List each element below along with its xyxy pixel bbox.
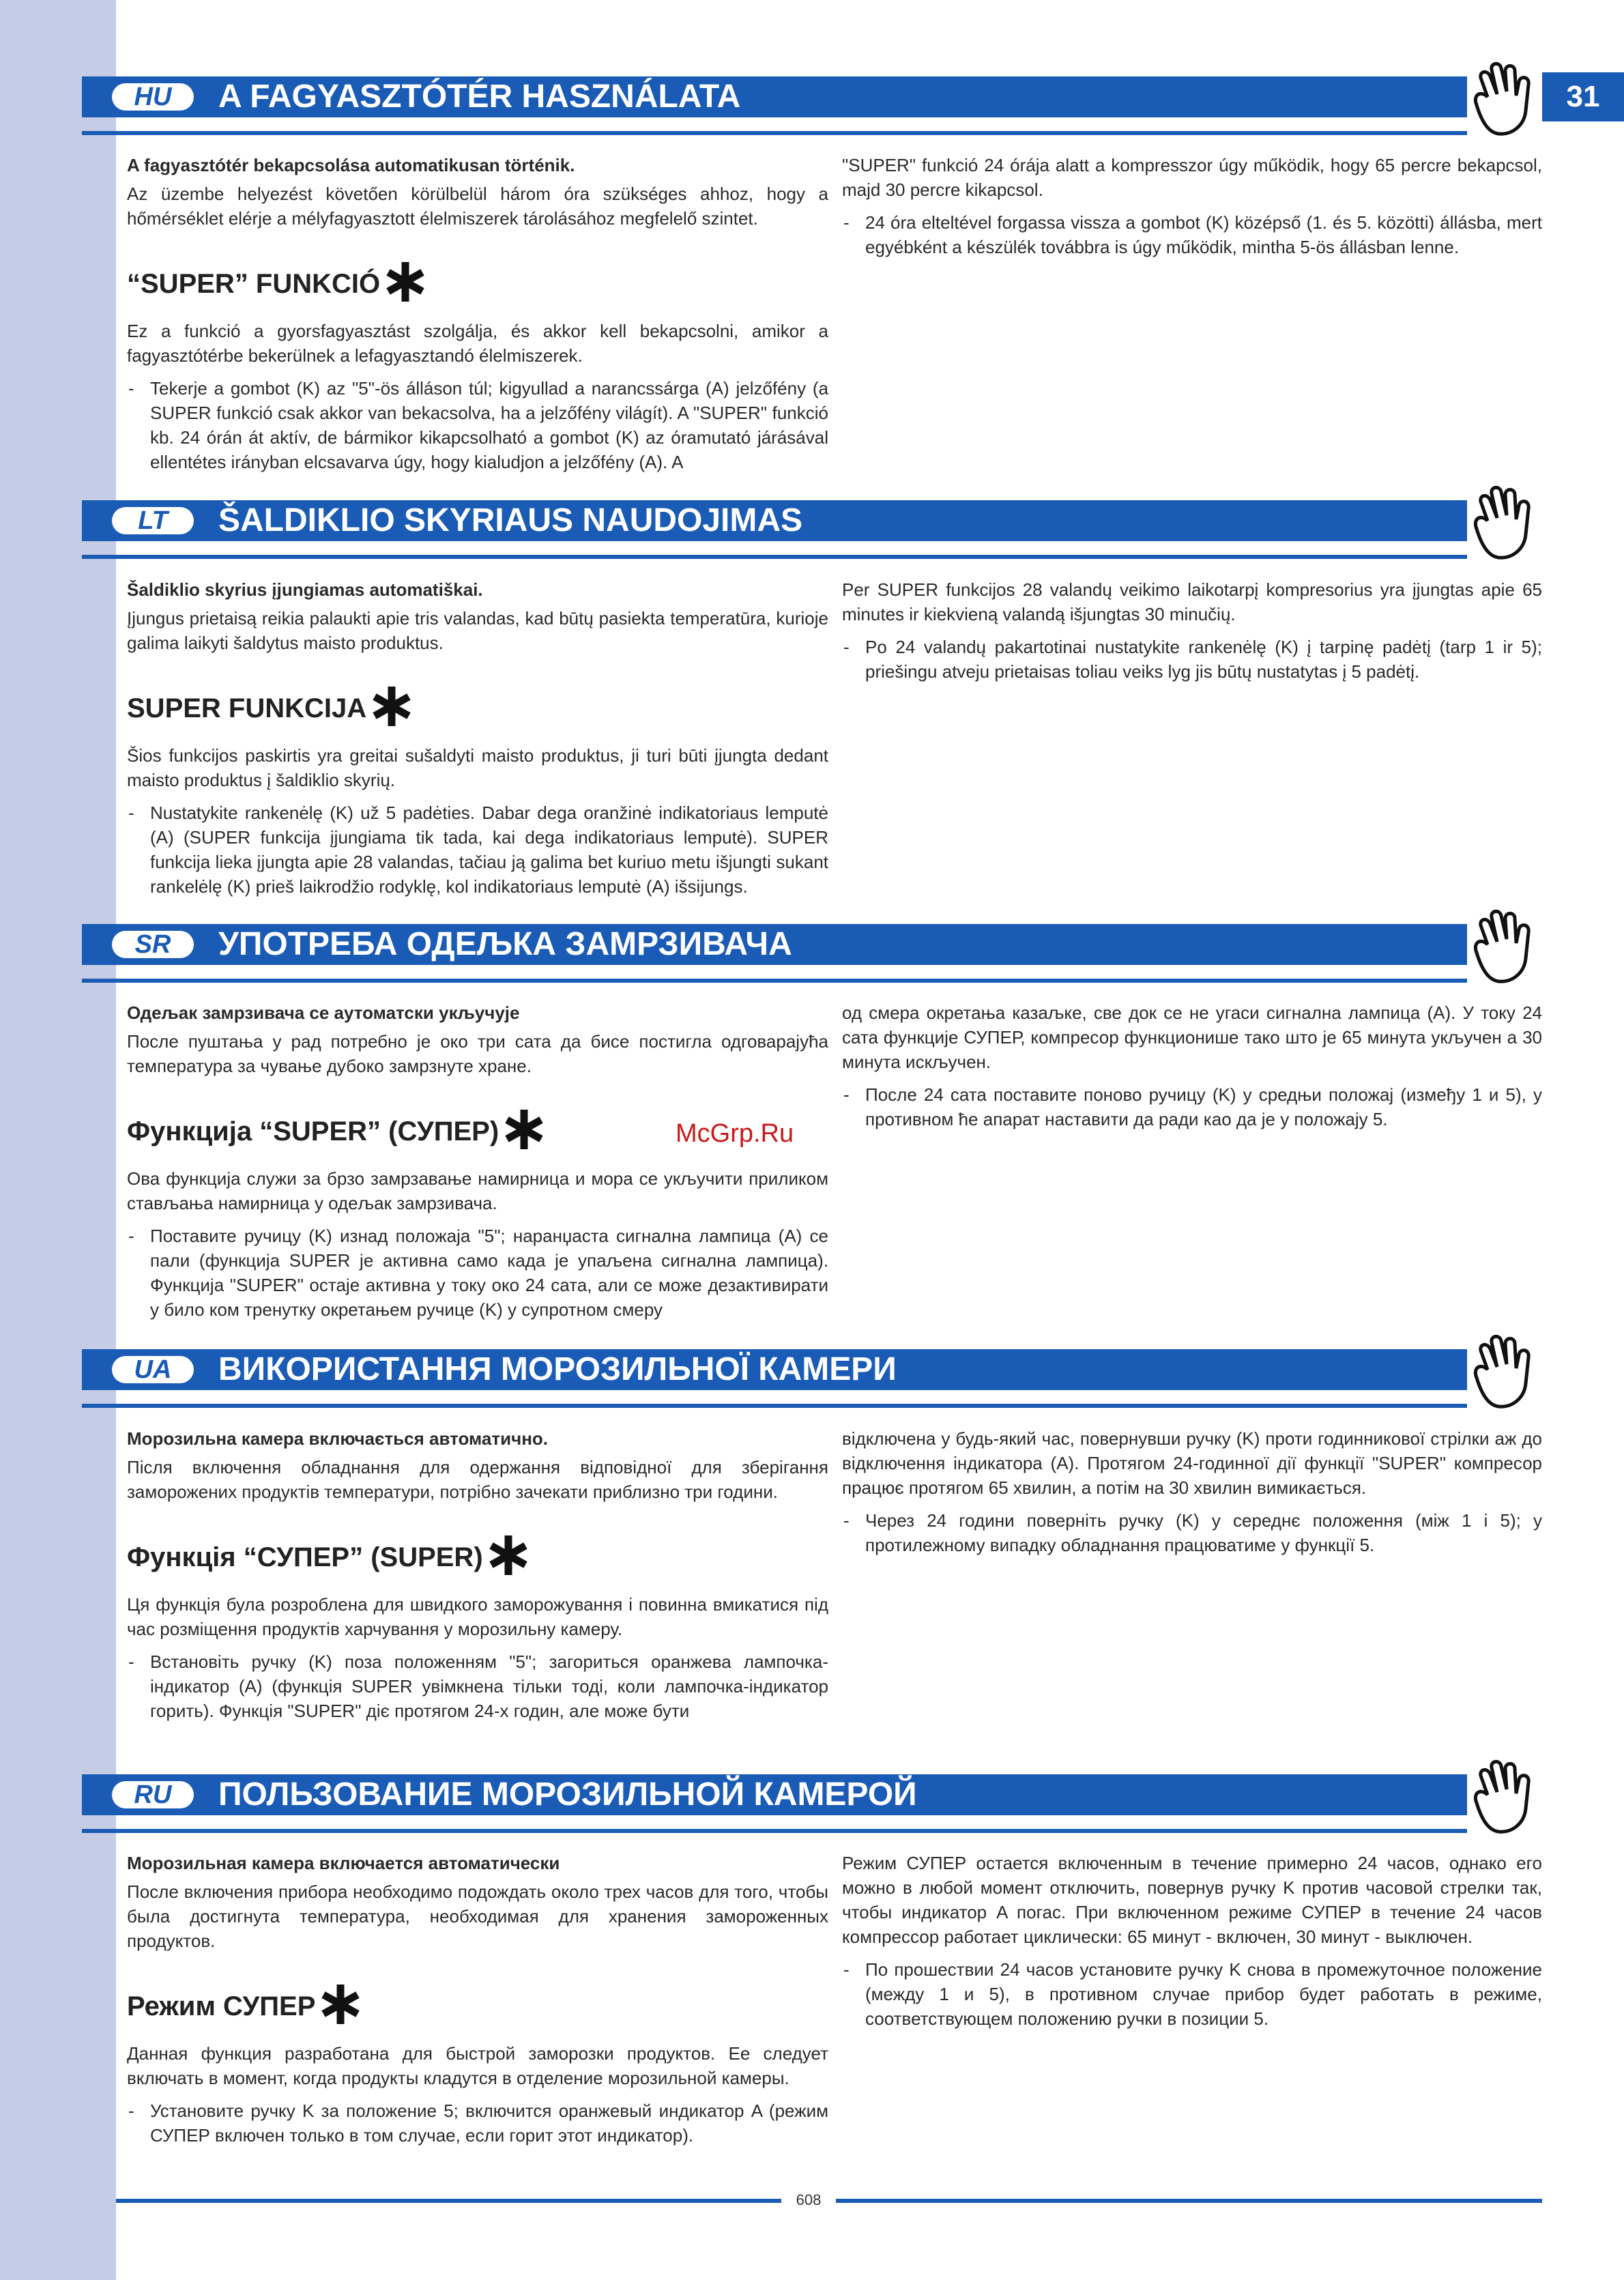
subheading-text: Функција “SUPER” (СУПЕР): [127, 1116, 499, 1147]
lead-text: Одељак замрзивача се аутоматски укључује: [127, 1002, 520, 1023]
list-item: - Поставите ручицу (K) изнад положаја "5"; наранџаста сигнална лампица (A) се пали (функција SUPER је активна само када је упаљена сигнална лампица). Функција "SUPER" остаје активна у току око 24 сата, али се може дезактивирати у било ком тренутку окретањем ручице (K) у супротном смеру: [127, 1224, 828, 1322]
subheading: [127, 685, 828, 735]
paragraph: Ова функција служи за брзо замрзавање намирница и мора се укључити приликом стављања намирница у одељак замрзивача.: [127, 1168, 828, 1213]
lead-text: A fagyasztótér bekapcsolása automatikusan történik.: [127, 155, 575, 175]
subheading: [127, 261, 828, 311]
side-band: [0, 0, 116, 2280]
list-item: - По прошествии 24 часов установите ручку K снова в промежуточное положение (между 1 и 5), в противном случае прибор будет работать в режиме, соответствующем положению ручки в позиции 5.: [842, 1957, 1542, 2031]
hand-icon: [1467, 1755, 1542, 1840]
paragraph: Per SUPER funkcijos 28 valandų veikimo laikotarpį kompresorius yra įjungtas apie 65 minutes ir kiekvieną valandą išjungtas 30 minučių.: [842, 579, 1542, 624]
paragraph: После пуштања у рад потребно је око три сата да бисе постигла одговарајућа температура за чување дубоко замрзнуте хране.: [127, 1031, 828, 1076]
language-badge: SR: [112, 931, 194, 958]
subheading-text: SUPER FUNKCIJA: [127, 693, 367, 724]
paragraph: После включения прибора необходимо подождать около трех часов для того, чтобы была достигнута температура, необходимая для хранения замороженных продуктов.: [127, 1881, 828, 1951]
ua-right-column: [842, 1426, 1542, 1565]
section-title: УПОТРЕБА ОДЕЉКА ЗАМРЗИВАЧА: [218, 926, 792, 962]
footer-rule-left: [116, 2199, 781, 2203]
section-underline: [82, 1404, 1542, 1408]
footer-number: 608: [796, 2191, 822, 2208]
paragraph: Įjungus prietaisą reikia palaukti apie tris valandas, kad būtų pasiekta temperatūra, kurioje galima laikyti šaldytus maisto produktus.: [127, 608, 828, 653]
paragraph: Šios funkcijos paskirtis yra greitai sušaldyti maisto produktus, ji turi būti įjungta dedant maisto produktus į šaldiklio skyrių.: [127, 745, 828, 790]
paragraph: Режим СУПЕР остается включенным в течение примерно 24 часов, однако его можно в любой момент отключить, повернув ручку K против часовой стрелки так, чтобы индикатор A погас. При включенном режиме СУПЕР в течение 24 часов компрессор работает циклически: 65 минут - включен, 30 минут - выключен.: [842, 1853, 1542, 1947]
section-underline: [82, 1829, 1542, 1833]
paragraph: Az üzembe helyezést követően körülbelül három óra szükséges ahhoz, hogy a hőmérséklet elérje a mélyfagyasztott élelmiszerek tárolásához megfelelő szintet.: [127, 184, 828, 229]
language-badge: LT: [112, 507, 194, 534]
lead-text: Šaldiklio skyrius įjungiamas automatiškai.: [127, 579, 483, 600]
section-underline: [82, 555, 1542, 559]
asterisk-icon: [487, 1534, 530, 1584]
sr-left-column: [127, 1000, 828, 1330]
section-underline: [82, 131, 1542, 135]
section-header-bar: [82, 1774, 1542, 1815]
paragraph: Данная функция разработана для быстрой заморозки продуктов. Ее следует включать в момент, когда продукты кладутся в отделение морозильной камеры.: [127, 2043, 828, 2088]
section-title: ŠALDIKLIO SKYRIAUS NAUDOJIMAS: [218, 502, 803, 538]
hu-left-column: [127, 153, 828, 482]
footer-rule-right: [836, 2199, 1542, 2203]
language-badge: UA: [112, 1356, 194, 1383]
subheading-text: Функція “СУПЕР” (SUPER): [127, 1542, 483, 1573]
ru-right-column: [842, 1851, 1542, 2039]
asterisk-icon: [503, 1108, 545, 1158]
section-header-bar: [82, 500, 1542, 541]
subheading-text: “SUPER” FUNKCIÓ: [127, 269, 381, 300]
list-item: - Tekerje a gombot (K) az "5"-ös álláson túl; kigyullad a narancssárga (A) jelzőfény (a SUPER funkció csak akkor van bekacsolva, ha a jelzőfény világít). A "SUPER" funkció kb. 24 órán át aktív, de bármikor kikapcsolható a gombot (K) az óramutató járásával ellentétes irányban elcsavarva úgy, hogy kialudjon a jelzőfény (A). A: [127, 376, 828, 474]
list-item: - 24 óra elteltével forgassa vissza a gombot (K) középső (1. és 5. közötti) állásba, mert egyébként a készülék továbbra is úgy működik, mintha 5-ös állásban lenne.: [842, 210, 1542, 259]
hand-icon: [1467, 57, 1542, 142]
subheading: [127, 1983, 828, 2033]
ru-left-column: [127, 1851, 828, 2156]
section-header-bar: [82, 76, 1542, 117]
list-item: - После 24 сата поставите поново ручицу (K) у средњи положај (између 1 и 5), у противном ће апарат наставити да ради као да је у положају 5.: [842, 1082, 1542, 1131]
list-item: - Через 24 години поверніть ручку (K) у середнє положення (між 1 і 5); у протилежному випадку обладнання працюватиме у функції 5.: [842, 1508, 1542, 1557]
section-title: ПОЛЬЗОВАНИЕ МОРОЗИЛЬНОЙ КАМЕРОЙ: [218, 1776, 917, 1813]
asterisk-icon: [371, 685, 413, 735]
paragraph: відключена у будь-який час, повернувши ручку (K) проти годинникової стрілки аж до відключення індикатора (A). Протягом 24-годинної дії функції "SUPER" компресор працює протягом 65 хвилин, а потім на 30 хвилин вимикається.: [842, 1428, 1542, 1498]
page-number: 31: [1542, 72, 1624, 121]
language-badge: HU: [112, 83, 194, 111]
paragraph: "SUPER" funkció 24 órája alatt a kompresszor úgy működik, hogy 65 percre bekapcsol, majd 30 percre kikapcsol.: [842, 155, 1542, 200]
paragraph: Після включення обладнання для одержання відповідної для зберігання заморожених продуктів температури, потрібно зачекати приблизно три години.: [127, 1457, 828, 1502]
list-item: - Установите ручку K за положение 5; включится оранжевый индикатор A (режим СУПЕР включен только в том случае, если горит этот индикатор).: [127, 2098, 828, 2148]
hand-icon: [1467, 905, 1542, 990]
list-item: - Po 24 valandų pakartotinai nustatykite rankenėlę (K) į tarpinę padėtį (tarp 1 ir 5); priešingu atveju prietaisas toliau veiks lyg jis būtų nustatytas į 5 padėtį.: [842, 635, 1542, 684]
subheading-text: Режим СУПЕР: [127, 1991, 316, 2022]
list-item: - Встановіть ручку (K) поза положенням "5"; загориться оранжева лампочка-індикатор (A) (функція SUPER увімкнена тільки тоді, коли лампочка-індикатор горить). Функція "SUPER" діє протягом 24-х годин, але може бути: [127, 1649, 828, 1723]
list-item: - Nustatykite rankenėlę (K) už 5 padėties. Dabar dega oranžinė indikatoriaus lemputė (A) (SUPER funkcija įjungiama tik tada, kai dega indikatoriaus lemputė). SUPER funkcija lieka įjungta apie 28 valandas, tačiau ją galima bet kuriuo metu išjungti sukant rankelėlę (K) prieš laikrodžio rodyklę, kol indikatoriaus lemputė (A) išsijungs.: [127, 800, 828, 899]
sr-right-column: [842, 1000, 1542, 1140]
watermark-text: McGrp.Ru: [676, 1119, 794, 1148]
lt-right-column: [842, 577, 1542, 692]
hand-icon: [1467, 1330, 1542, 1415]
section-title: ВИКОРИСТАННЯ МОРОЗИЛЬНОЇ КАМЕРИ: [218, 1351, 897, 1387]
lead-text: Морозильна камера включається автоматично.: [127, 1428, 549, 1449]
ua-left-column: [127, 1426, 828, 1731]
lt-left-column: [127, 577, 828, 907]
paragraph: од смера окретања казаљке, све док се не угаси сигнална лампица (A). У току 24 сата функције СУПЕР, компресор функционише тако што је 65 минута укључен а 30 минута искључен.: [842, 1002, 1542, 1072]
subheading: [127, 1534, 828, 1584]
paragraph: Ця функція була розроблена для швидкого заморожування і повинна вмикатися під час розміщення продуктів харчування у морозильну камеру.: [127, 1594, 828, 1639]
section-header-bar: [82, 1349, 1542, 1390]
lead-text: Морозильная камера включается автоматически: [127, 1853, 560, 1873]
hand-icon: [1467, 481, 1542, 566]
paragraph: Ez a funkció a gyorsfagyasztást szolgálja, és akkor kell bekapcsolni, amikor a fagyasztótérbe bekerülnek a lefagyasztandó élelmiszerek.: [127, 321, 828, 366]
asterisk-icon: [384, 261, 426, 311]
language-badge: RU: [112, 1781, 194, 1808]
section-header-bar: [82, 924, 1542, 965]
hu-right-column: [842, 153, 1542, 268]
asterisk-icon: [319, 1983, 362, 2033]
section-title: A FAGYASZTÓTÉR HASZNÁLATA: [218, 78, 741, 115]
section-underline: [82, 979, 1542, 983]
